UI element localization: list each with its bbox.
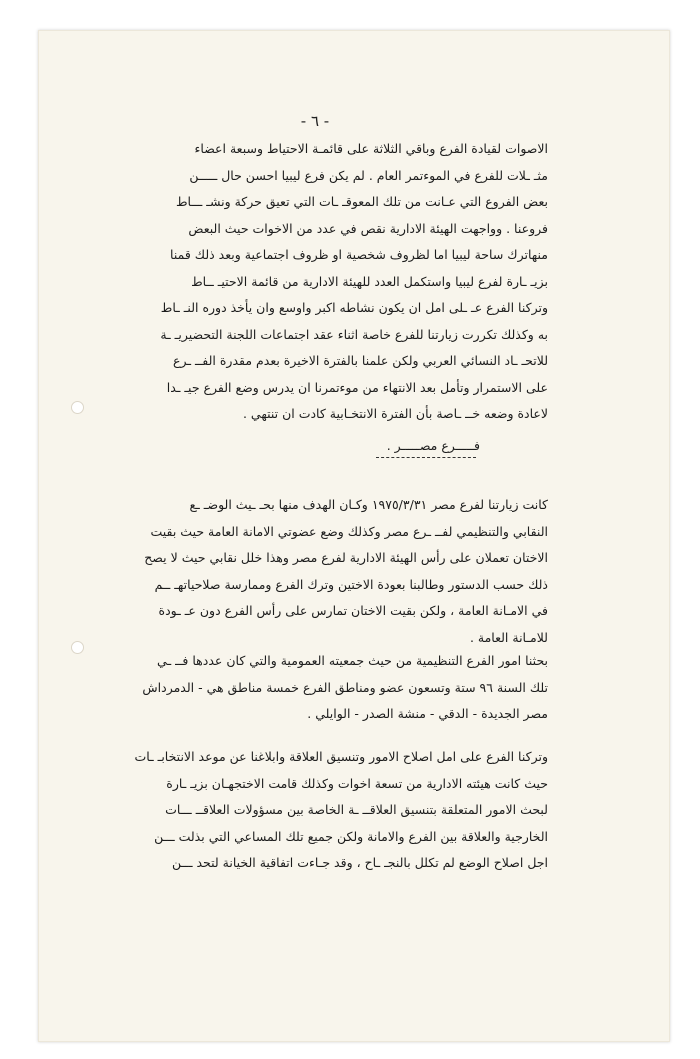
paragraph-relations [78,744,548,877]
paragraph-libya-branch [78,136,548,428]
text-line: بحثنا امور الفرع التنظيمية من حيث جمعيته العمومية والتي كان عددها فــ ـي [157,653,548,668]
text-line: الاصوات لقيادة الفرع وباقي الثلاثة على قائمـة الاحتياط وسبعة اعضاء [194,141,548,156]
text-line: حيث كانت هيئته الادارية من تسعة اخوات وكذلك قامت الاختجهـان بزيـ ـارة [166,775,548,791]
text-line: الخارجية والعلاقة بين الفرع والامانة ولكن جميع تلك المساعي التي بذلت ـــن [154,828,548,844]
text-line: للاتحـ ـاد النسائي العربي ولكن علمنا بالفترة الاخيرة بعدم مقدرة الفــ ـرع [172,353,548,368]
text-line: به وكذلك تكررت زيارتنا للفرع خاصة اثناء عقد اجتماعات اللجنة التحضيريـ ـة [160,326,548,342]
section-heading-egypt-branch [360,438,480,458]
text-line: في الامـانة العامة ، ولكن بقيت الاختان تمارس على رأس الفرع دون عـ ـودة [158,603,548,618]
page-number: - ٦ - [300,112,330,130]
text-line: ذلك حسب الدستور وطالبنا بعودة الاختين وترك الفرع وممارسة صلاحياتهـ ــم [154,576,548,592]
text-line: وتركنا الفرع عـ ـلى امل ان يكون نشاطه اكبر واوسع وان يأخذ دوره النـ ـاط [160,300,548,315]
text-line: للامـانة العامة . [469,629,548,645]
paragraph-egypt-visit [78,492,548,651]
text-line: اجل اصلاح الوضع لم تكلل بالنجـ ـاح ، وقد جـاءت اتفاقية الخيانة لتحد ـــن [171,855,548,870]
text-line: النقابي والتنظيمي لفــ ـرع مصر وكذلك وضع عضوتي الامانة العامة حيث بقيت [150,523,548,539]
text-line: فروعنا . وواجهت الهيئة الادارية نقص في عدد من الاخوات حيث البعض [188,220,548,236]
heading-text: فـــــرع مصـــــر . [386,438,480,453]
text-line: منهاترك ساحة ليبيا اما لظروف شخصية او ظروف اجتماعية وبعد ذلك قمنا [170,247,548,262]
text-line: لاعادة وضعه خــ ـاصة بأن الفترة الانتخـابية كادت ان تنتهي . [242,406,548,421]
text-line: الاختان تعملان على رأس الهيئة الادارية لفرع مصر وهذا خلل نقابي حيث لا يصح [144,550,548,565]
heading-underline [376,457,476,458]
text-line: مصر الجديدة - الدقي - منشة الصدر - الوايلي . [307,706,548,721]
text-line: مثـ ـلات للفرع في الموءتمر العام . لم يكن فرع ليبيا احسن حال ـــــن [189,167,548,183]
text-line: بعض الفروع التي عـانت من تلك المعوقـ ـات التي تعيق حركة ونشـ ـــاط [175,194,548,209]
text-line: لبحث الامور المتعلقة بتنسيق العلاقــ ـة الخاصة بين مسؤولات العلاقــ ـــات [165,802,548,817]
text-line: على الاستمرار وتأمل بعد الانتهاء من موءتمرنا ان يدرس وضع الفرع جيـ ـدا [166,379,548,395]
text-line: بزيـ ـارة لفرع ليبيا واستكمل العدد للهيئة الادارية من قائمة الاحتيـ ــاط [191,273,548,289]
text-line: وتركنا الفرع على امل اصلاح الامور وتنسيق العلاقة وابلاغنا عن موعد الانتخابـ ـات [134,749,548,764]
text-line: تلك السنة ٩٦ ستة وتسعون عضو ومناطق الفرع خمسة مناطق هي - الدمرداش [142,679,548,695]
paragraph-branch-organization [78,648,548,728]
text-line: كانت زيارتنا لفرع مصر ١٩٧٥/٣/٣١ وكـان الهدف منها بحـ ـيث الوضـ ـع [189,497,548,512]
